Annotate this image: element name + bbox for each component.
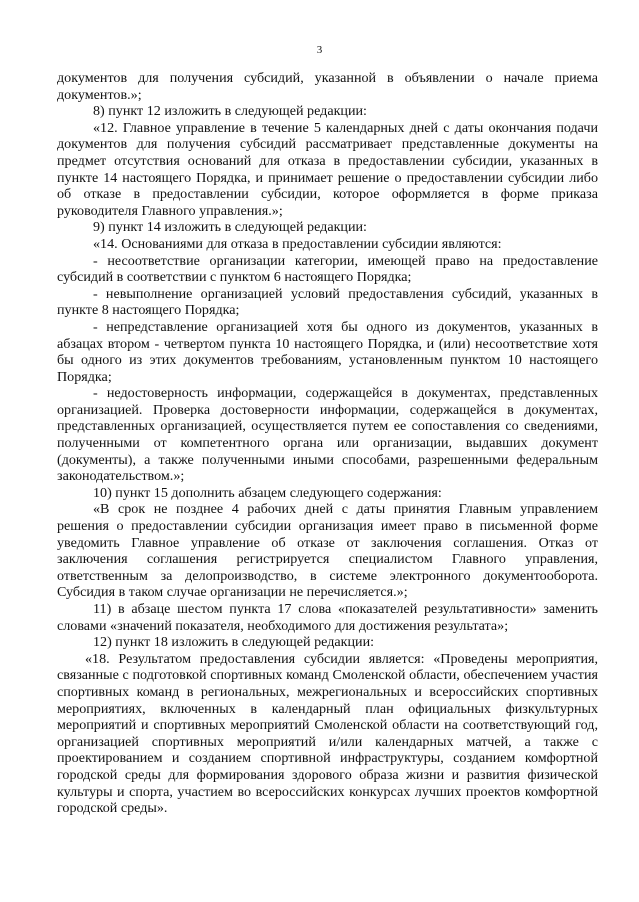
paragraph: 11) в абзаце шестом пункта 17 слова «показателей результативности» заменить словами «значений показателя, необходимого для достижения результата»; — [57, 601, 598, 634]
paragraph: 8) пункт 12 изложить в следующей редакции: — [93, 103, 367, 120]
paragraph: 9) пункт 14 изложить в следующей редакции: — [93, 219, 367, 236]
page-number: 3 — [316, 44, 323, 56]
paragraph: 12) пункт 18 изложить в следующей редакции: — [93, 634, 375, 651]
document-body — [57, 70, 598, 817]
paragraph: - несоответствие организации категории, имеющей право на предоставление субсидий в соответствии с пунктом 6 настоящего Порядка; — [57, 252, 598, 286]
paragraph: «12. Главное управление в течение 5 календарных дней с даты окончания подачи документов для получения субсидий рассматривает представленные документы на предмет отсутствия оснований для отказа в предоставлении субсидии, указанных в пункте 14 настоящего Порядка, и принимает решение о предоставлении субсидии либо об отказе в предоставлении субсидии, которое оформляется в форме приказа руководителя Главного управления.»; — [57, 119, 598, 219]
paragraph: «14. Основаниями для отказа в предоставлении субсидии являются: — [93, 235, 502, 252]
paragraph: 10) пункт 15 дополнить абзацем следующего содержания: — [93, 484, 442, 501]
paragraph: - недостоверность информации, содержащейся в документах, представленных организацией. Проверка достоверности информации, содержащейся в документах, представленных организацией, осуществляется путем ее сопоставления со сведениями, полученными от компетентного органа или организации, выдавших документ (документы), а также полученными иными способами, разрешенными федеральным законодательством.»; — [57, 385, 598, 485]
paragraph: «18. Результатом предоставления субсидии является: «Проведены мероприятия, связанные с подготовкой спортивных команд Смоленской области, обеспечением участия спортивных команд в региональных, межрегиональных и всероссийских спортивных мероприятиях, включенных в календарный план официальных физкультурных мероприятий и спортивных мероприятий Смоленской области на соответствующий год, организацией спортивных мероприятий и/или календарных матчей, а также с проектированием и созданием спортивной инфраструктуры, созданием комфортной городской среды для формирования здорового образа жизни и развития физической культуры и спорта, участием во всероссийских конкурсах лучших проектов комфортной городской среды». — [57, 650, 598, 817]
paragraph: «В срок не позднее 4 рабочих дней с даты принятия Главным управлением решения о предоставлении субсидии организация имеет право в письменной форме уведомить Главное управление об отказе от заключения соглашения. Отказ от заключения соглашения регистрируется специалистом Главного управления, ответственным за делопроизводство, в системе электронного документооборота. Субсидия в таком случае организации не перечисляется.»; — [57, 501, 598, 601]
paragraph: документов для получения субсидий, указанной в объявлении о начале приема документов.»; — [57, 70, 598, 103]
paragraph: - непредставление организацией хотя бы одного из документов, указанных в абзацах втором - четвертом пункта 10 настоящего Порядка, и (или) несоответствие хотя бы одного из этих документов требованиям, установленным пунктом 10 настоящего Порядка; — [57, 318, 598, 385]
paragraph: - невыполнение организацией условий предоставления субсидий, указанных в пункте 8 настоящего Порядка; — [57, 285, 598, 319]
